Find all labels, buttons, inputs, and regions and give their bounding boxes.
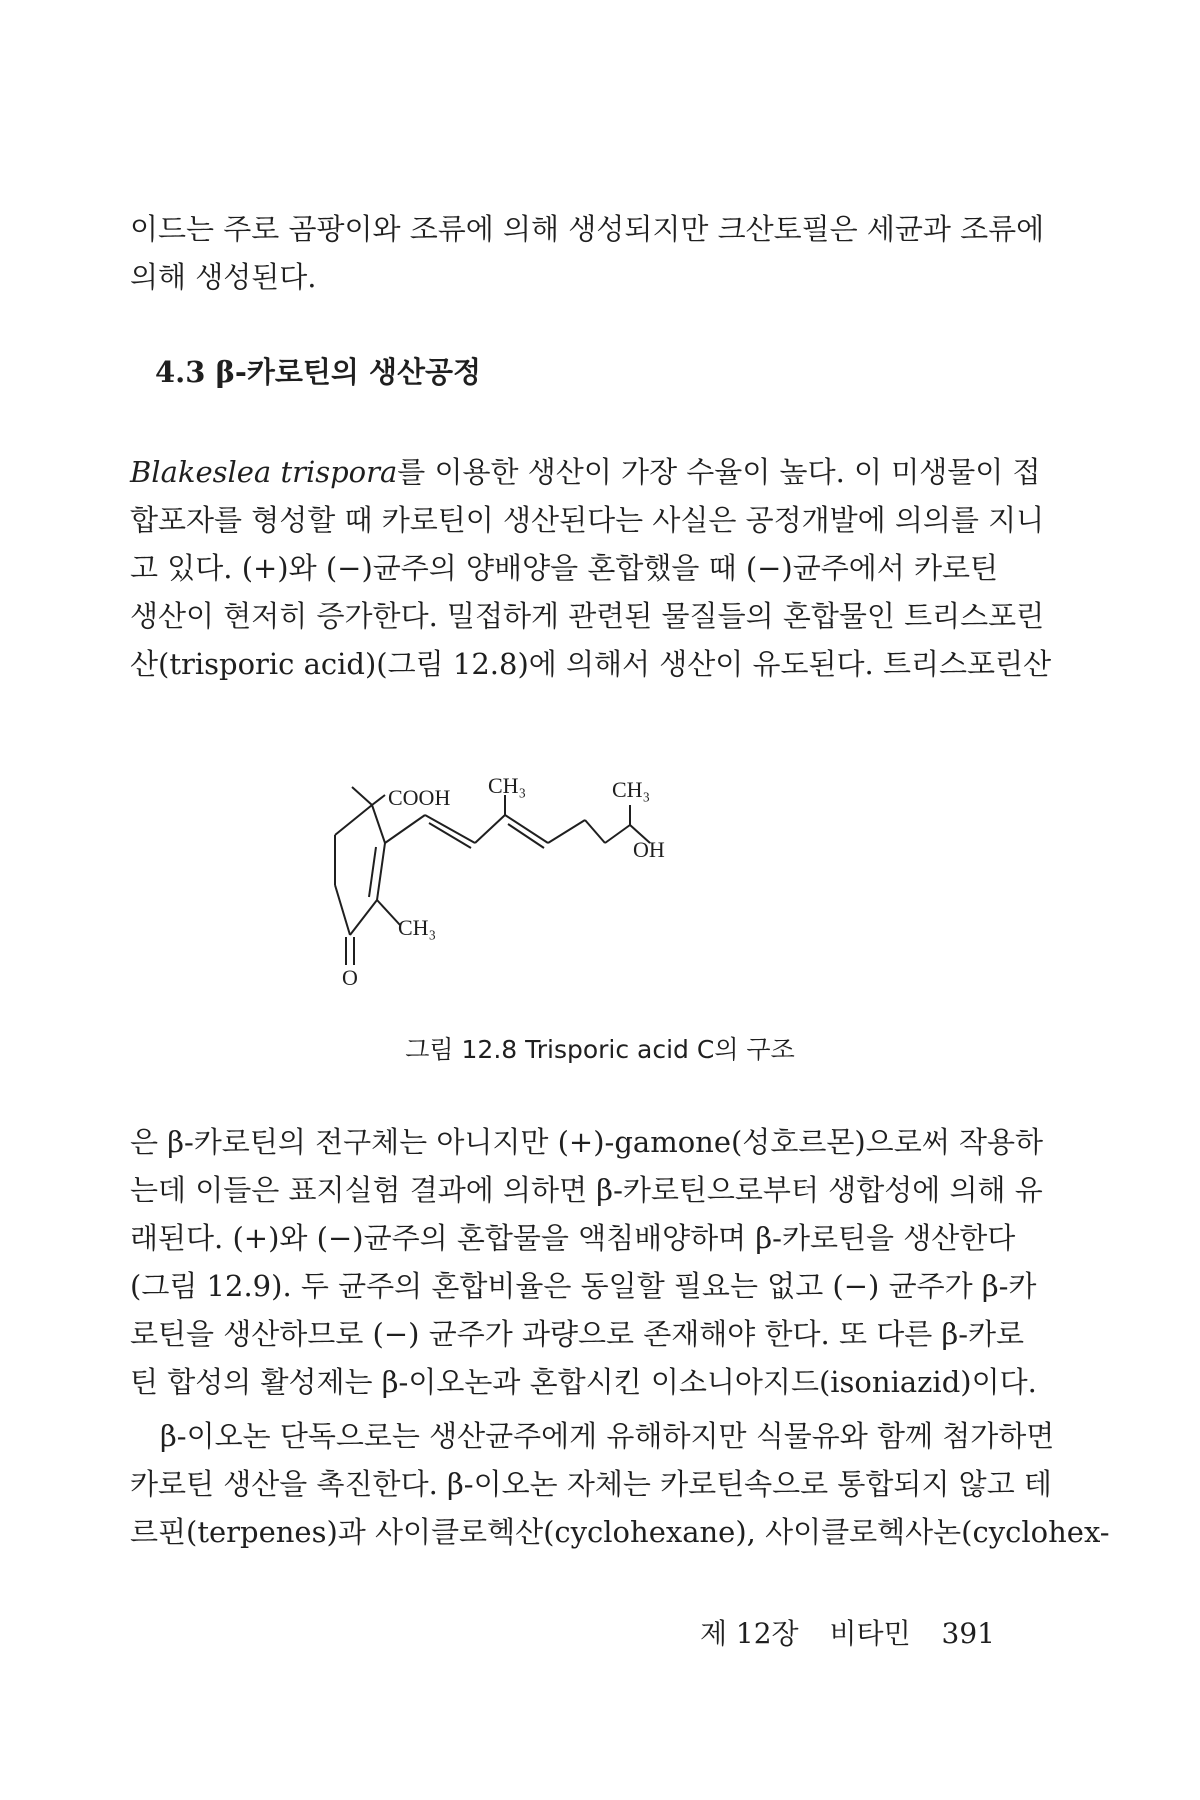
oxygen-label: O	[342, 965, 358, 985]
text-line: 산(trisporic acid)(그림 12.8)에 의해서 생산이 유도된다. 트리스포린산	[130, 647, 1052, 681]
text-line: 래된다. (+)와 (−)균주의 혼합물을 액침배양하며 β-카로틴을 생산한다	[130, 1221, 1016, 1255]
trisporic-acid-structure	[330, 775, 770, 985]
text-line: 는데 이들은 표지실험 결과에 의하면 β-카로틴으로부터 생합성에 의해 유	[130, 1173, 1043, 1207]
section-heading	[155, 352, 481, 392]
species-name: Blakeslea trispora	[130, 455, 398, 489]
text-line: 틴 합성의 활성제는 β-이오논과 혼합시킨 이소니아지드(isoniazid)이다.	[130, 1365, 1037, 1399]
text-line: 고 있다. (+)와 (−)균주의 양배양을 혼합했을 때 (−)균주에서 카로틴	[130, 551, 999, 585]
intro-paragraph	[130, 205, 1045, 301]
chapter-title: 비타민	[829, 1617, 911, 1650]
text-line: 은 β-카로틴의 전구체는 아니지만 (+)-gamone(성호르몬)으로써 작용하	[130, 1125, 1043, 1159]
structure-bonds	[335, 787, 650, 965]
text-line: 로틴을 생산하므로 (−) 균주가 과량으로 존재해야 한다. 또 다른 β-카로	[130, 1317, 1025, 1351]
text-line: 합포자를 형성할 때 카로틴이 생산된다는 사실은 공정개발에 의의를 지니	[130, 503, 1045, 537]
text-line: 르핀(terpenes)과 사이클로헥산(cyclohexane), 사이클로헥사논(cyclohex-	[130, 1515, 1110, 1549]
text-line: β-이오논 단독으로는 생산균주에게 유해하지만 식물유와 함께 첨가하면	[160, 1419, 1055, 1453]
section-number: 4.3	[155, 355, 206, 389]
figure-caption: 그림 12.8 Trisporic acid C의 구조	[405, 1035, 795, 1064]
paragraph-gamone	[130, 1118, 1043, 1406]
text-line: 생산이 현저히 증가한다. 밀접하게 관련된 물질들의 혼합물인 트리스포린	[130, 599, 1045, 633]
section-title: β-카로틴의 생산공정	[215, 355, 482, 389]
page-number: 391	[941, 1617, 995, 1650]
text-line: 이드는 주로 곰팡이와 조류에 의해 생성되지만 크산토필은 세균과 조류에	[130, 212, 1045, 246]
oh-label: OH	[633, 837, 665, 862]
ch3-label: CH₃	[398, 915, 437, 940]
paragraph-ionone-cont	[130, 1460, 1110, 1556]
cooh-label: COOH	[388, 785, 451, 810]
paragraph-ionone	[160, 1412, 1055, 1460]
text-line: Blakeslea trispora를 이용한 생산이 가장 수율이 높다. 이 미생물이 접	[130, 455, 1041, 489]
chapter-label: 제 12장	[699, 1617, 799, 1650]
text-line: 카로틴 생산을 촉진한다. β-이오논 자체는 카로틴속으로 통합되지 않고 테	[130, 1467, 1052, 1501]
ch3-label: CH₃	[488, 775, 527, 798]
text-line: (그림 12.9). 두 균주의 혼합비율은 동일할 필요는 없고 (−) 균주가 β-카	[130, 1269, 1037, 1303]
page-footer	[678, 1612, 995, 1652]
paragraph-trispora	[130, 448, 1052, 688]
text-line: 의해 생성된다.	[130, 260, 317, 294]
ch3-label: CH₃	[612, 777, 651, 802]
